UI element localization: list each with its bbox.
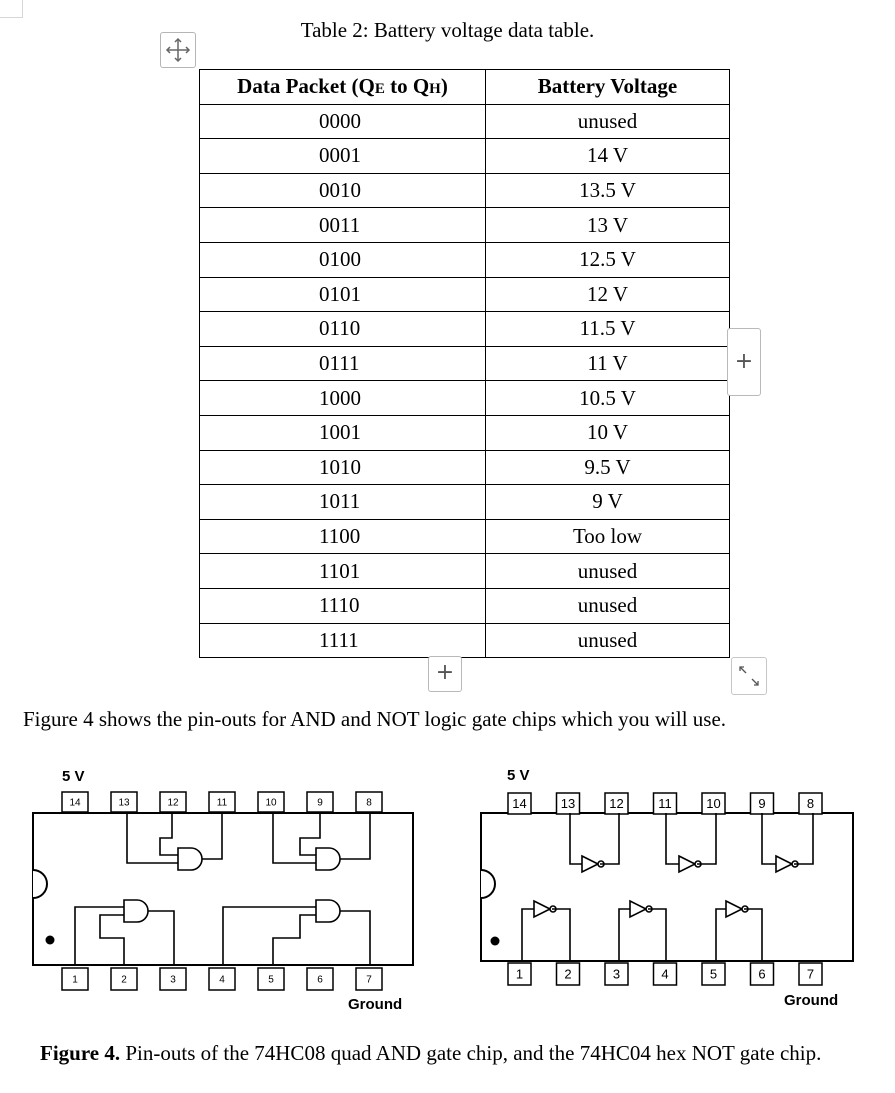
pin-number: 3	[170, 974, 176, 986]
pin-number: 14	[512, 796, 527, 812]
not-gate-symbol	[534, 901, 550, 917]
and-supply-label: 5 V	[62, 768, 85, 785]
pin-number: 10	[265, 797, 277, 809]
packet-cell: 1110	[200, 588, 486, 623]
pin-number: 6	[317, 974, 323, 986]
pin-number: 1	[72, 974, 78, 986]
header-battery-voltage: Battery Voltage	[486, 70, 730, 105]
pin-number: 1	[515, 966, 524, 982]
not-ground-label: Ground	[784, 992, 839, 1009]
table-row	[200, 242, 730, 277]
table-caption: Table 2: Battery voltage data table.	[300, 18, 595, 42]
table-row	[200, 381, 730, 416]
pin-number: 12	[609, 796, 624, 812]
pin-number: 12	[167, 797, 179, 809]
table-row	[200, 623, 730, 658]
pin-number: 2	[121, 974, 127, 986]
packet-cell: 0110	[200, 312, 486, 347]
voltage-cell: Too low	[486, 519, 730, 554]
table-row	[200, 554, 730, 589]
table-header-row	[200, 70, 730, 105]
table-row	[200, 173, 730, 208]
page-corner-mark	[0, 0, 23, 18]
table-row	[200, 588, 730, 623]
table-row	[200, 277, 730, 312]
voltage-cell: 14 V	[486, 139, 730, 174]
table-row	[200, 485, 730, 520]
voltage-cell: 10.5 V	[486, 381, 730, 416]
packet-cell: 0000	[200, 104, 486, 139]
pin-number: 4	[219, 974, 225, 986]
voltage-cell: 11.5 V	[486, 312, 730, 347]
packet-cell: 0010	[200, 173, 486, 208]
packet-cell: 1001	[200, 415, 486, 450]
packet-cell: 0100	[200, 242, 486, 277]
table-row	[200, 104, 730, 139]
pin-number: 8	[366, 797, 372, 809]
not-gate-symbol	[582, 856, 598, 872]
pin-number: 5	[268, 974, 274, 986]
figure-caption-label: Figure 4.	[40, 1041, 121, 1065]
pin-number: 4	[661, 966, 669, 982]
pin-number: 9	[758, 796, 766, 812]
packet-cell: 1100	[200, 519, 486, 554]
voltage-cell: unused	[486, 554, 730, 589]
packet-cell: 0011	[200, 208, 486, 243]
voltage-cell: 11 V	[486, 346, 730, 381]
packet-cell: 1011	[200, 485, 486, 520]
figure-caption	[40, 1041, 821, 1066]
move-icon	[161, 33, 195, 67]
figure-intro-paragraph: Figure 4 shows the pin-outs for AND and NOT logic gate chips which you will use.	[23, 707, 727, 731]
add-row-button[interactable]	[428, 656, 462, 692]
pin-number: 9	[317, 797, 323, 809]
voltage-cell: unused	[486, 623, 730, 658]
voltage-cell: 12.5 V	[486, 242, 730, 277]
and-ground-label: Ground	[348, 996, 403, 1013]
voltage-cell: 9.5 V	[486, 450, 730, 485]
pin-number: 3	[612, 966, 621, 982]
table-row	[200, 519, 730, 554]
pin-number: 5	[709, 966, 718, 982]
voltage-cell: 13 V	[486, 208, 730, 243]
table-row	[200, 346, 730, 381]
table-move-handle[interactable]	[160, 32, 196, 68]
pin-number: 14	[69, 797, 81, 809]
header-data-packet: Data Packet (QE to QH)	[200, 70, 486, 105]
pin-number: 11	[216, 797, 228, 809]
packet-cell: 1000	[200, 381, 486, 416]
table-row	[200, 139, 730, 174]
pin-number: 11	[658, 796, 672, 812]
table-row	[200, 312, 730, 347]
and-gate-chip-diagram	[30, 760, 430, 1020]
voltage-cell: unused	[486, 588, 730, 623]
not-gate-symbol	[630, 901, 646, 917]
packet-cell: 1010	[200, 450, 486, 485]
resize-icon	[732, 658, 766, 694]
plus-icon: +	[435, 660, 455, 685]
voltage-cell: 9 V	[486, 485, 730, 520]
packet-cell: 1101	[200, 554, 486, 589]
pin-number: 7	[366, 974, 372, 986]
not-gate-symbol	[679, 856, 695, 872]
plus-icon: +	[734, 349, 754, 374]
packet-cell: 0111	[200, 346, 486, 381]
not-gate-chip-diagram	[478, 760, 878, 1020]
add-column-button[interactable]	[727, 328, 761, 396]
pin-number: 2	[564, 966, 572, 982]
voltage-cell: unused	[486, 104, 730, 139]
pin-number: 10	[706, 796, 721, 812]
packet-cell: 0101	[200, 277, 486, 312]
pin-number: 8	[806, 796, 815, 812]
packet-cell: 0001	[200, 139, 486, 174]
voltage-cell: 12 V	[486, 277, 730, 312]
voltage-cell: 13.5 V	[486, 173, 730, 208]
pin-number: 13	[560, 796, 576, 812]
table-resize-handle[interactable]	[731, 657, 767, 695]
not-gate-symbol	[776, 856, 792, 872]
not-gate-symbol	[726, 901, 742, 917]
table-row	[200, 415, 730, 450]
figure-caption-text: Pin-outs of the 74HC08 quad AND gate chip, and the 74HC04 hex NOT gate chip.	[120, 1041, 822, 1065]
table-row	[200, 208, 730, 243]
voltage-cell: 10 V	[486, 415, 730, 450]
table-row	[200, 450, 730, 485]
not-supply-label: 5 V	[507, 767, 530, 784]
battery-voltage-table	[199, 69, 730, 658]
pin-number: 6	[758, 966, 766, 982]
pin-number: 7	[806, 966, 815, 982]
pin-number: 13	[118, 797, 130, 809]
packet-cell: 1111	[200, 623, 486, 658]
